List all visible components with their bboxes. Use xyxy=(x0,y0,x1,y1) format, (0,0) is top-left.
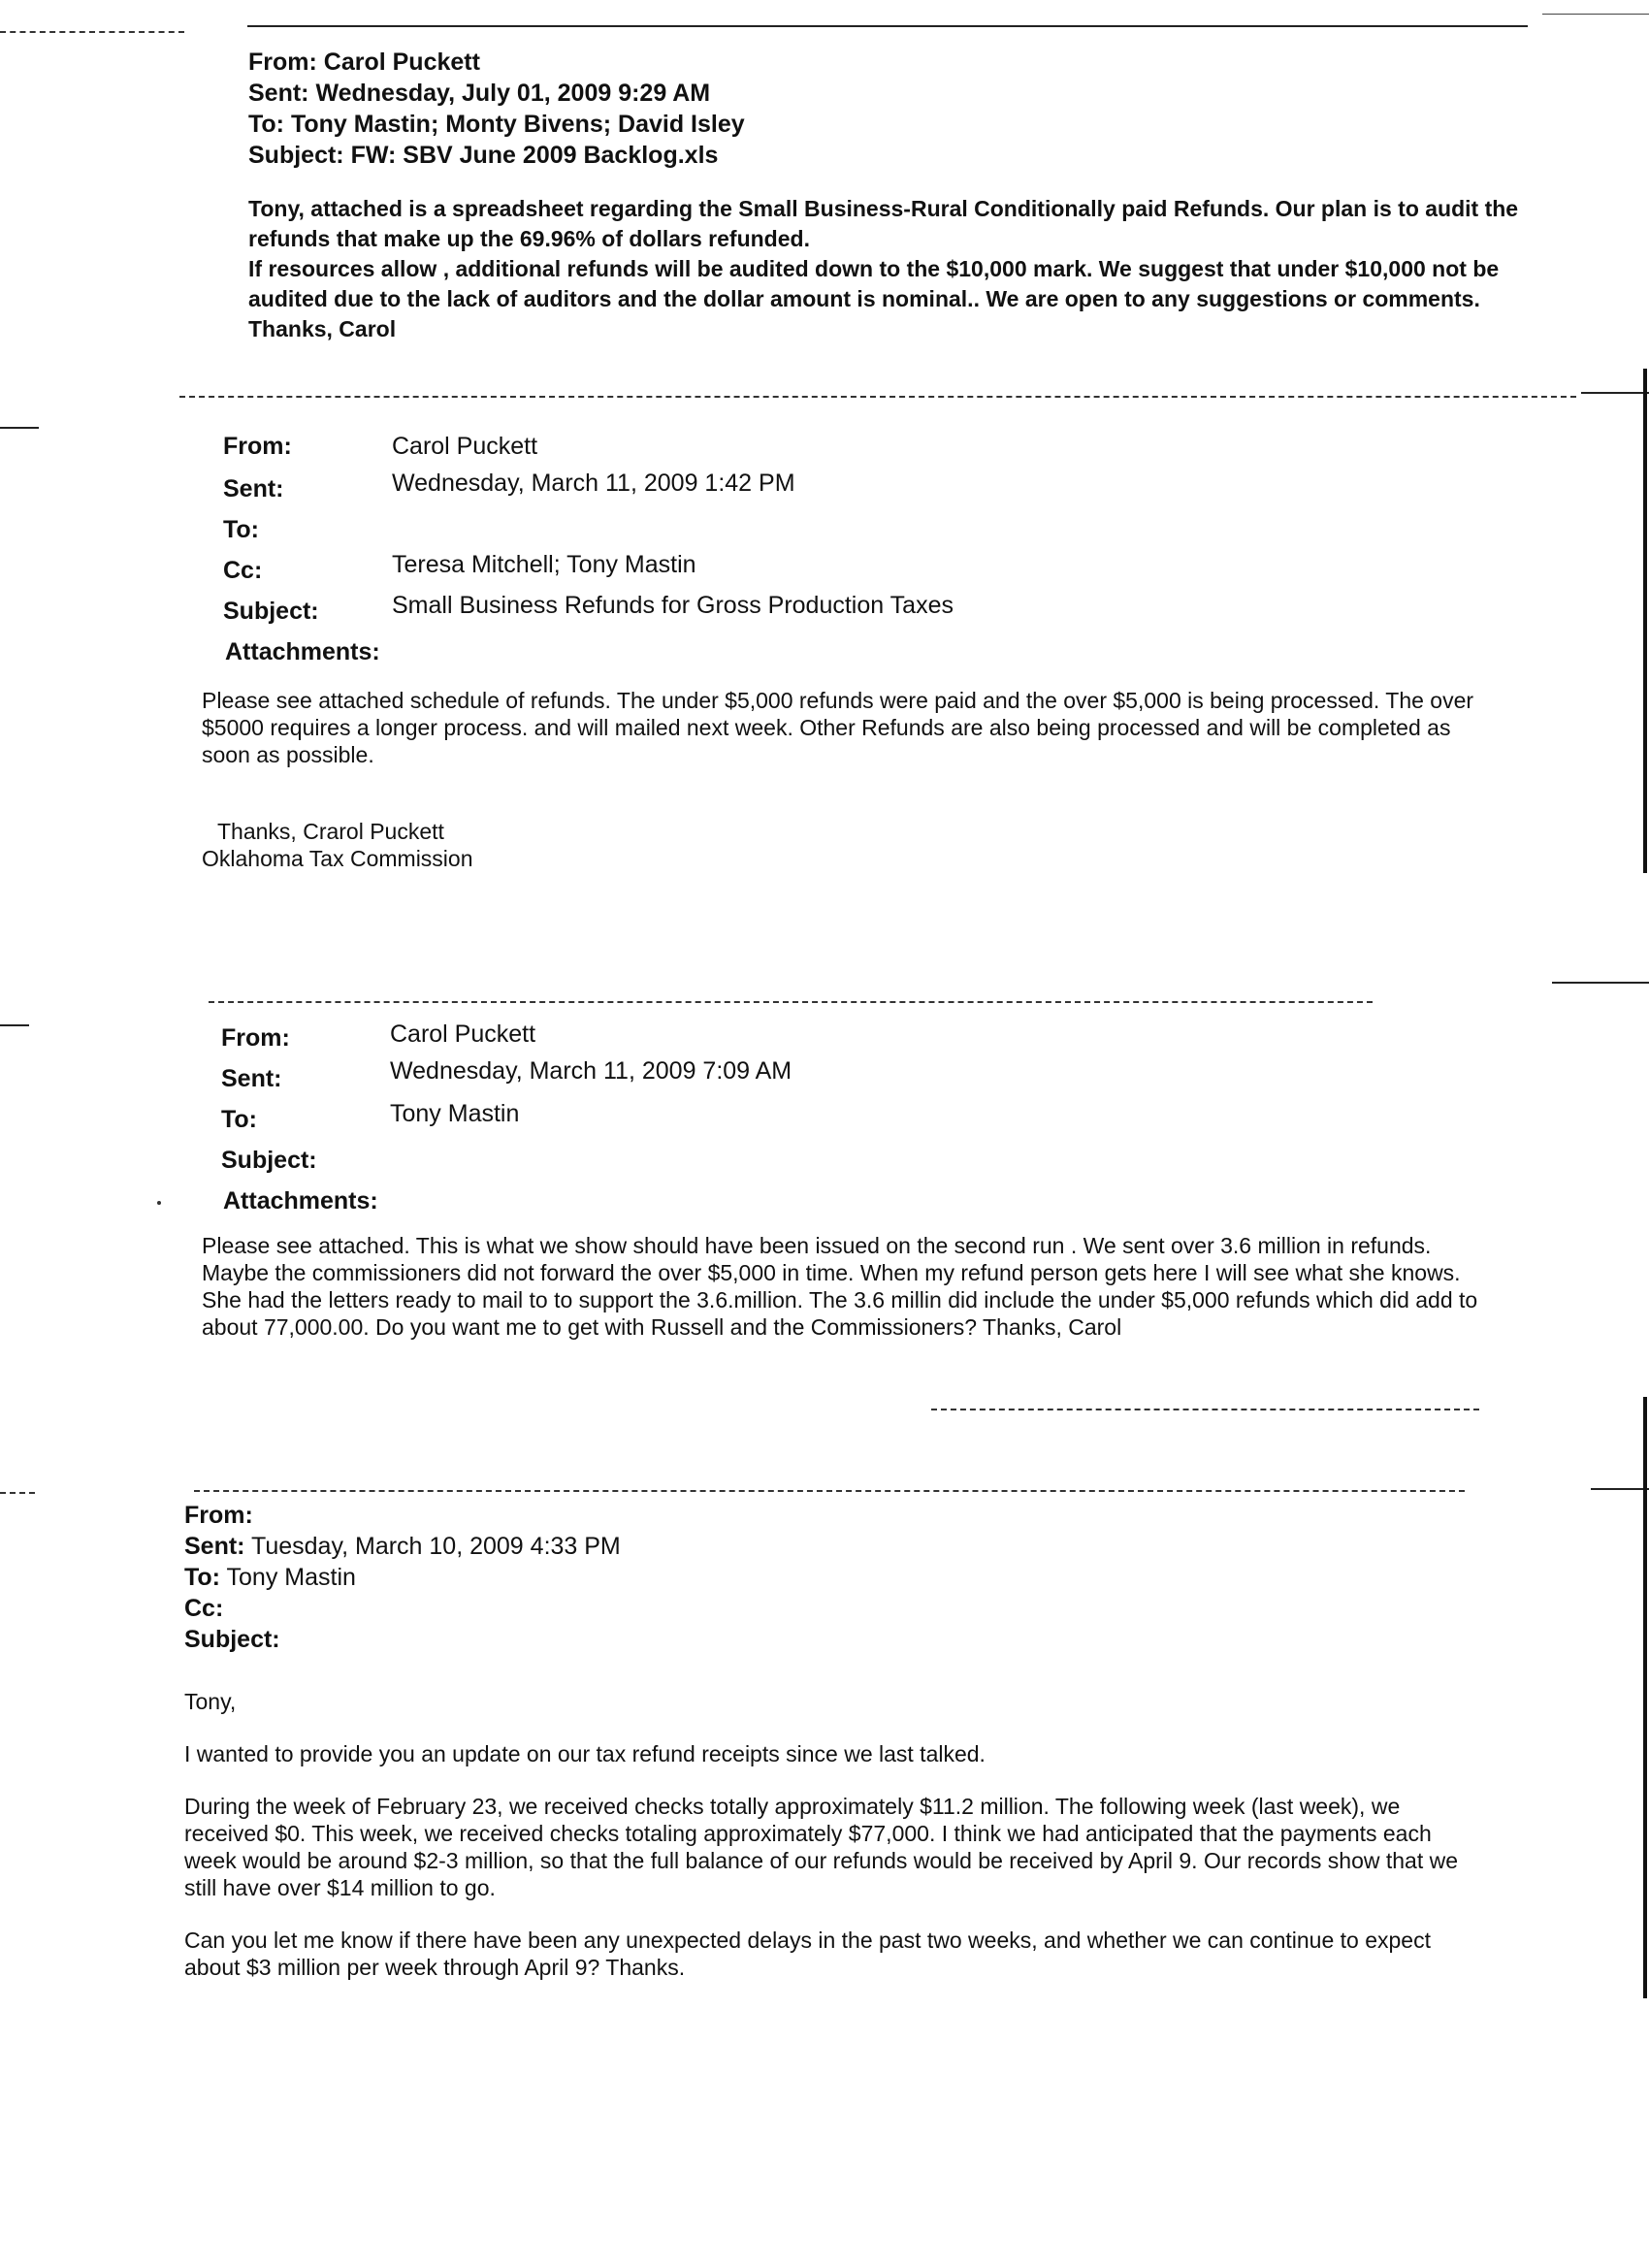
email-body xyxy=(248,194,1529,344)
email-header xyxy=(248,47,745,171)
cc-label: Cc: xyxy=(223,557,263,584)
subject-value: Small Business Refunds for Gross Production Taxes xyxy=(392,592,954,619)
body-paragraph: I wanted to provide you an update on our tax refund receipts since we last talked. xyxy=(184,1741,986,1766)
body-paragraph: Tony, attached is a spreadsheet regarding the Small Business-Rural Conditionally paid Refunds. Our plan is to audit the refunds that make up the 69.96% of dollars refunded. xyxy=(248,196,1519,251)
sent-label: Sent: xyxy=(221,1065,282,1092)
subject-value: FW: SBV June 2009 Backlog.xls xyxy=(350,142,719,169)
sent-value: Tuesday, March 10, 2009 4:33 PM xyxy=(251,1533,621,1560)
scan-edge-bar xyxy=(1643,1397,1647,1998)
separator-line xyxy=(179,396,1576,398)
scan-speck xyxy=(157,1201,161,1205)
sent-value: Wednesday, March 11, 2009 1:42 PM xyxy=(392,470,795,497)
separator-line xyxy=(1552,982,1649,984)
email-body xyxy=(202,1232,1482,1341)
attachments-label: Attachments: xyxy=(225,638,380,665)
sent-value: Wednesday, March 11, 2009 7:09 AM xyxy=(390,1057,792,1085)
body-paragraph: Please see attached schedule of refunds. The under $5,000 refunds were paid and the over $5,000 is being processed. The over $5000 requires a longer process. and will mailed next week. Other Refunds are also being processed and will be completed as soon as possible. xyxy=(202,688,1474,767)
separator-line xyxy=(1542,14,1649,15)
sent-label: Sent: xyxy=(248,80,309,107)
sent-value: Wednesday, July 01, 2009 9:29 AM xyxy=(315,80,711,107)
to-label: To: xyxy=(248,111,285,138)
greeting: Tony, xyxy=(184,1689,237,1714)
attachments-label: Attachments: xyxy=(223,1187,378,1215)
to-label: To: xyxy=(223,516,260,543)
separator-line xyxy=(194,1490,1465,1492)
subject-label: Subject: xyxy=(221,1147,317,1174)
from-value: Carol Puckett xyxy=(392,433,538,460)
to-value: Tony Mastin xyxy=(390,1100,520,1127)
cc-value: Teresa Mitchell; Tony Mastin xyxy=(392,551,696,578)
separator-line xyxy=(0,1492,35,1494)
subject-label: Subject: xyxy=(223,598,319,625)
email-header xyxy=(184,1500,621,1655)
body-paragraph: During the week of February 23, we received checks totally approximately $11.2 million. The following week (last week), we received $0. This week, we received checks totaling approximately $77,000. I think we had anticipated that the payments each week would be around $2-3 million, so that the full balance of our refunds would be received by April 9. Our records show that we still have over $14 million to go. xyxy=(184,1794,1459,1900)
from-label: From: xyxy=(248,49,317,76)
sent-label: Sent: xyxy=(223,475,284,502)
to-label: To: xyxy=(184,1564,221,1591)
separator-line xyxy=(1591,1488,1649,1490)
scan-edge-bar xyxy=(1643,369,1647,873)
from-label: From: xyxy=(223,433,292,460)
subject-label: Subject: xyxy=(184,1626,280,1653)
separator-line xyxy=(247,25,1528,27)
separator-line xyxy=(209,1001,1373,1003)
separator-line xyxy=(0,31,184,33)
body-paragraph: If resources allow , additional refunds will be audited down to the $10,000 mark. We suggest that under $10,000 not be audited due to the lack of auditors and the dollar amount is nominal.. We are open to any suggestions or comments. Thanks, Carol xyxy=(248,256,1500,341)
body-paragraph: Can you let me know if there have been any unexpected delays in the past two weeks, and whether we can continue to expect about $3 million per week through April 9? Thanks. xyxy=(184,1928,1431,1980)
email-body xyxy=(184,1688,1484,2006)
from-label: From: xyxy=(221,1024,290,1052)
to-label: To: xyxy=(221,1106,258,1133)
subject-label: Subject: xyxy=(248,142,344,169)
to-value: Tony Mastin; Monty Bivens; David Isley xyxy=(290,111,745,138)
separator-line xyxy=(1581,392,1649,394)
body-paragraph: Please see attached. This is what we show should have been issued on the second run . We sent over 3.6 million in refunds. Maybe the commissioners did not forward the over $5,000 in time. When my refund person gets here I will see what she knows. She had the letters ready to mail to to support the 3.6.million. The 3.6 millin did include the under $5,000 refunds which did add to about 77,000.00. Do you want me to get with Russell and the Commissioners? Thanks, Carol xyxy=(202,1233,1478,1340)
sent-label: Sent: xyxy=(184,1533,245,1560)
separator-line xyxy=(931,1409,1479,1410)
to-value: Tony Mastin xyxy=(226,1564,356,1591)
separator-line xyxy=(0,427,39,429)
signature-line: Thanks, Crarol Puckett xyxy=(217,819,444,844)
from-value: Carol Puckett xyxy=(390,1021,536,1048)
from-value: Carol Puckett xyxy=(323,49,480,76)
email-body xyxy=(202,687,1482,768)
email-signature xyxy=(202,818,784,872)
separator-line xyxy=(0,1024,29,1026)
from-label: From: xyxy=(184,1502,253,1529)
signature-line: Oklahoma Tax Commission xyxy=(202,846,473,871)
cc-label: Cc: xyxy=(184,1595,224,1622)
